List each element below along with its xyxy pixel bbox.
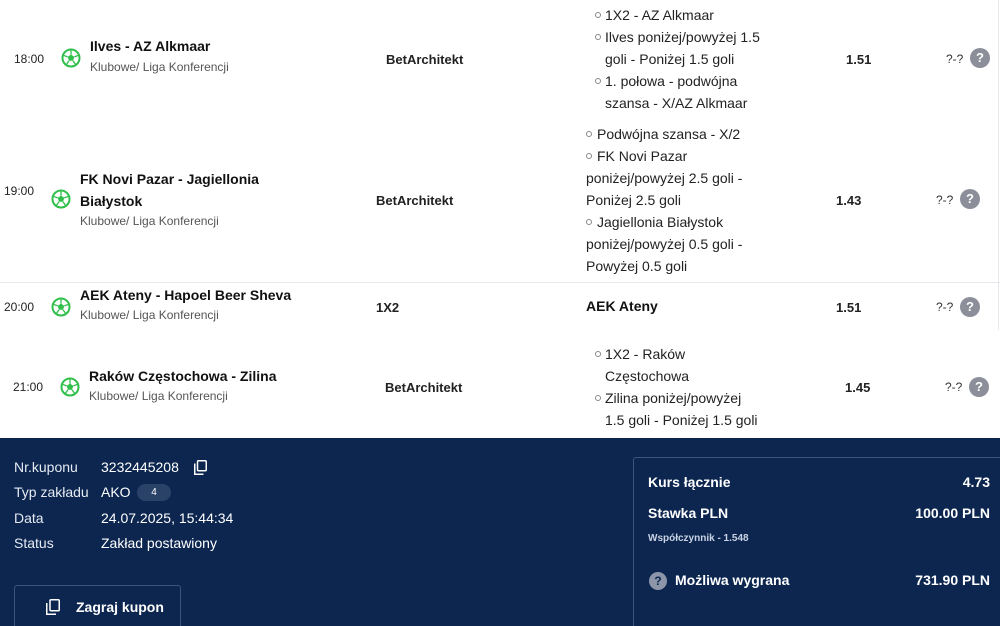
copy-icon[interactable] xyxy=(194,460,207,475)
league-name: Klubowe/ Liga Konferencji xyxy=(90,60,229,74)
selection-list xyxy=(595,4,765,114)
stake-label: Stawka PLN xyxy=(648,505,729,521)
coefficient: Współczynnik - 1.548 xyxy=(648,533,749,544)
selection-item: 1X2 - Raków Częstochowa xyxy=(595,343,760,387)
bullet-icon xyxy=(595,351,601,357)
bet-type: AKO xyxy=(101,484,131,500)
league-name: Klubowe/ Liga Konferencji xyxy=(80,308,219,322)
play-coupon-button[interactable] xyxy=(14,585,181,626)
football-icon xyxy=(60,377,80,397)
status-label: Status xyxy=(14,535,54,551)
match-name[interactable]: FK Novi Pazar - Jagiellonia Białystok xyxy=(80,171,259,209)
match-time: 19:00 xyxy=(4,184,35,198)
possible-win-label: Możliwa wygrana xyxy=(675,572,790,588)
football-icon xyxy=(51,297,71,317)
bullet-icon xyxy=(595,34,601,40)
match-name[interactable]: Raków Częstochowa - Zilina xyxy=(89,368,277,384)
selection-item: Zilina poniżej/powyżej 1.5 goli - Poniżej 1.5 goli xyxy=(595,387,760,431)
selection-item: Jagiellonia Białystok poniżej/powyżej 0.5 goli - Powyżej 0.5 goli xyxy=(586,214,743,274)
question-icon[interactable]: ? xyxy=(649,572,667,590)
bullet-icon xyxy=(595,78,601,84)
selection-count-badge: 4 xyxy=(137,484,171,501)
total-odds: 4.73 xyxy=(962,474,990,490)
bet-row xyxy=(0,118,1000,282)
date-label: Data xyxy=(14,510,44,526)
total-odds-label: Kurs łącznie xyxy=(648,474,731,490)
bet-row xyxy=(0,331,1000,438)
market-name: BetArchitekt xyxy=(386,52,464,67)
question-icon[interactable]: ? xyxy=(969,377,989,397)
market-name: BetArchitekt xyxy=(376,193,454,208)
match-time: 21:00 xyxy=(13,380,44,394)
coupon-number-label: Nr.kuponu xyxy=(14,459,78,475)
question-icon[interactable]: ? xyxy=(960,189,980,209)
bullet-icon xyxy=(595,395,601,401)
odds-value: 1.43 xyxy=(836,193,862,208)
market-name: 1X2 xyxy=(376,300,400,315)
column-divider xyxy=(998,0,999,330)
match-time: 18:00 xyxy=(14,52,45,66)
bet-date: 24.07.2025, 15:44:34 xyxy=(101,510,234,526)
selection-item: Podwójna szansa - X/2 xyxy=(586,123,756,145)
question-icon[interactable]: ? xyxy=(970,48,990,68)
selection-item: AEK Ateny xyxy=(586,298,658,314)
summary-panel xyxy=(633,457,1000,626)
selection-item: 1. połowa - podwójna szansa - X/AZ Alkmaar xyxy=(595,70,765,114)
selection-list xyxy=(595,343,760,431)
match-name[interactable]: AEK Ateny - Hapoel Beer Sheva xyxy=(80,287,292,303)
question-icon[interactable]: ? xyxy=(960,297,980,317)
match-name[interactable]: Ilves - AZ Alkmaar xyxy=(90,38,211,54)
selection-item: FK Novi Pazar poniżej/powyżej 2.5 goli - Poniżej 2.5 goli xyxy=(586,148,743,208)
selection-item: Ilves poniżej/powyżej 1.5 goli - Poniżej 1.5 goli xyxy=(595,26,765,70)
bullet-icon xyxy=(586,153,592,159)
copy-icon xyxy=(46,599,60,615)
league-name: Klubowe/ Liga Konferencji xyxy=(89,389,228,403)
selection-list xyxy=(586,123,756,277)
bullet-icon xyxy=(595,12,601,18)
football-icon xyxy=(61,48,81,68)
bullet-icon xyxy=(586,131,592,137)
match-time: 20:00 xyxy=(4,300,35,314)
odds-value: 1.51 xyxy=(836,300,862,315)
odds-value: 1.45 xyxy=(845,380,871,395)
selection-item: 1X2 - AZ Alkmaar xyxy=(595,4,765,26)
bullet-icon xyxy=(586,219,592,225)
coupon-footer xyxy=(0,438,1000,626)
league-name: Klubowe/ Liga Konferencji xyxy=(80,214,219,228)
play-coupon-label: Zagraj kupon xyxy=(76,599,164,615)
odds-value: 1.51 xyxy=(846,52,872,67)
score: ?-? xyxy=(945,380,963,394)
stake-value: 100.00 PLN xyxy=(915,505,990,521)
bet-type-label: Typ zakładu xyxy=(14,484,89,500)
possible-win: 731.90 PLN xyxy=(915,572,990,588)
market-name: BetArchitekt xyxy=(385,380,463,395)
coupon-number: 3232445208 xyxy=(101,459,179,475)
bet-status: Zakład postawiony xyxy=(101,535,217,551)
score: ?-? xyxy=(936,300,954,314)
score: ?-? xyxy=(936,193,954,207)
football-icon xyxy=(51,189,71,209)
score: ?-? xyxy=(946,52,964,66)
bet-row xyxy=(0,0,1000,118)
bet-row xyxy=(0,283,1000,331)
